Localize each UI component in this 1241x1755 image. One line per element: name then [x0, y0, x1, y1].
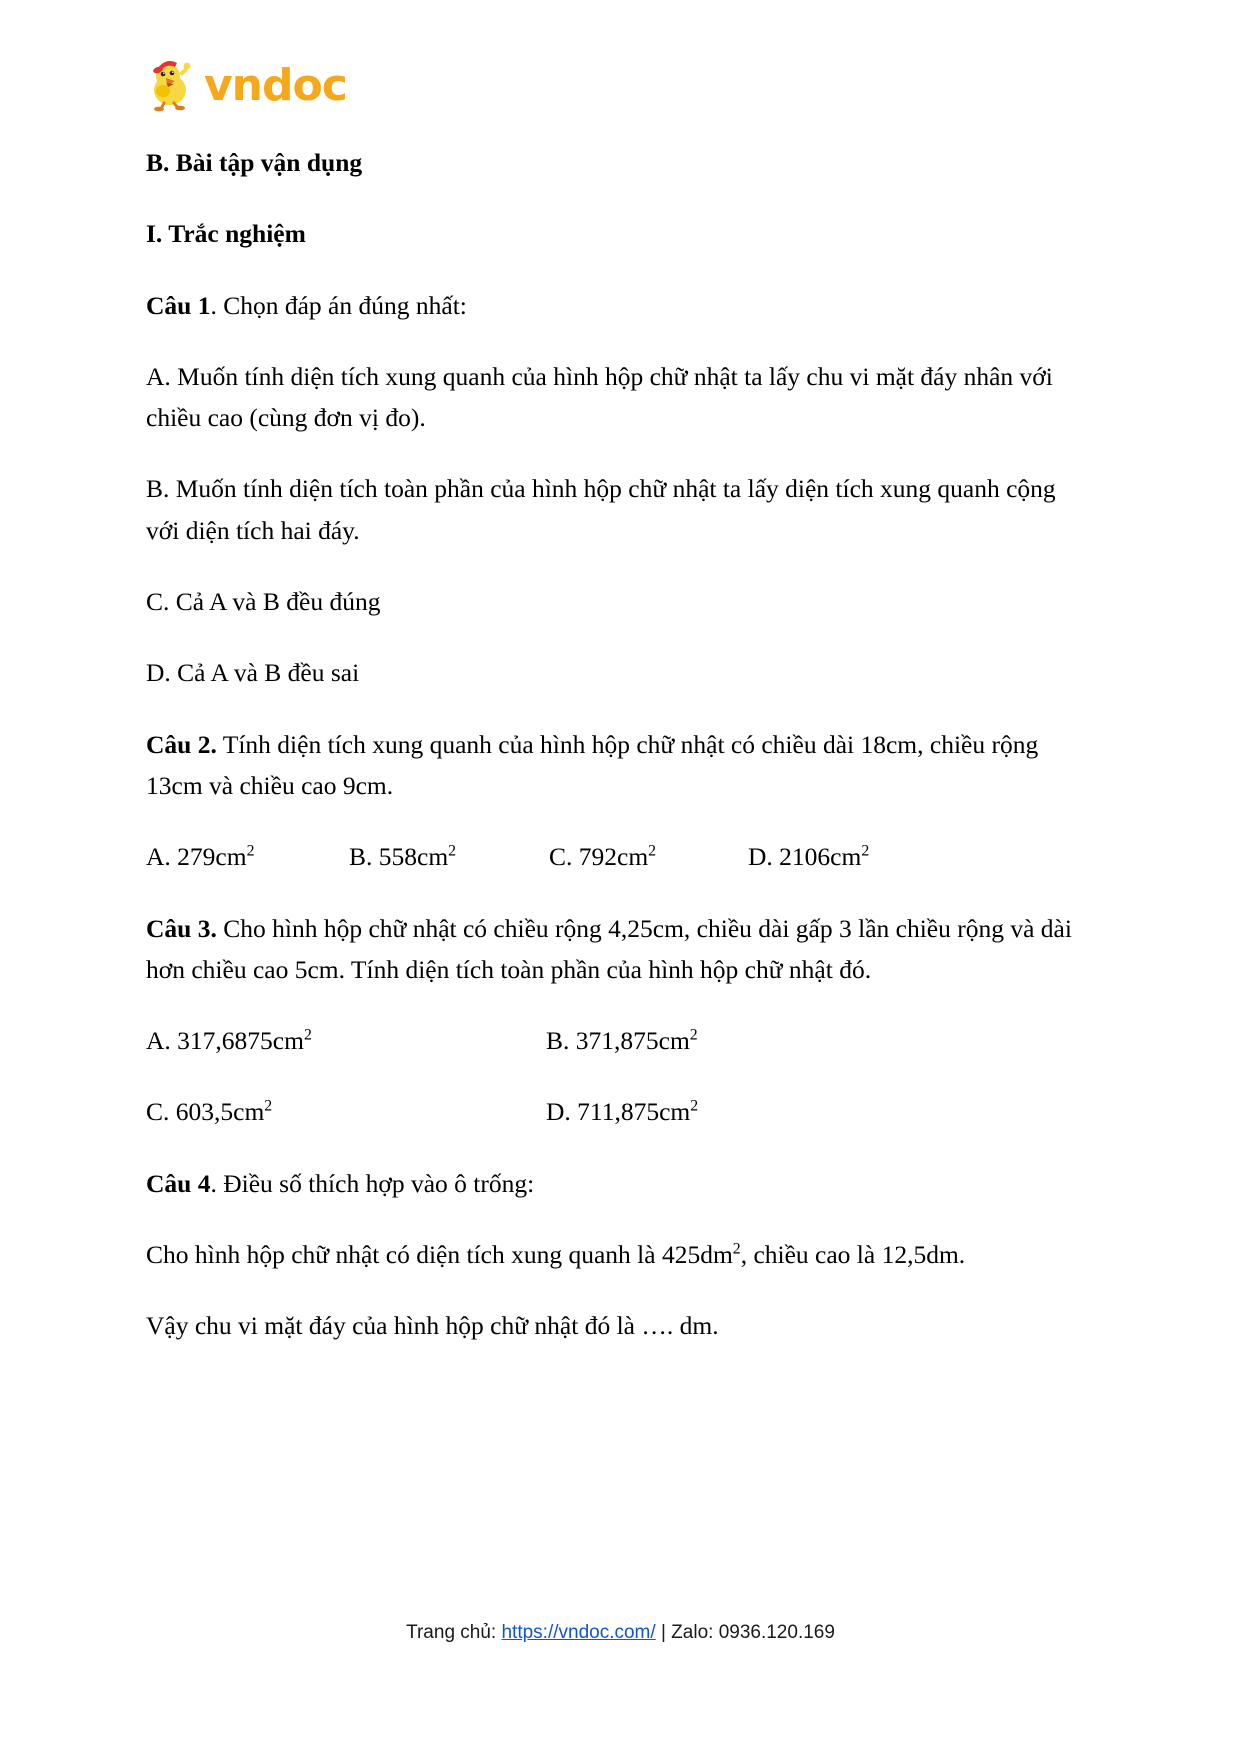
question-1-label: Câu 1 — [146, 290, 211, 320]
question-4-given-exponent: 2 — [732, 1240, 741, 1258]
page-footer — [0, 1622, 1241, 1644]
question-2-choice-c — [549, 836, 748, 877]
choice-letter: B. — [349, 842, 373, 872]
choice-value: 558cm — [378, 842, 449, 872]
choice-exponent: 2 — [303, 1026, 312, 1044]
choice-value: 2106cm — [779, 842, 862, 872]
question-3-label: Câu 3. — [146, 913, 217, 943]
part-heading-text: I. Trắc nghiệm — [146, 219, 306, 249]
question-4-given-before: Cho hình hộp chữ nhật có diện tích xung quanh là 425dm — [146, 1240, 733, 1270]
choice-exponent: 2 — [689, 1026, 698, 1044]
choice-letter: A. — [146, 842, 171, 872]
question-4-given-after: , chiều cao là 12,5dm. — [740, 1240, 966, 1270]
question-3-choices-row-1 — [146, 1020, 1095, 1061]
question-4-answer-line: Vậy chu vi mặt đáy của hình hộp chữ nhật đó là …. dm. — [146, 1311, 719, 1341]
choice-exponent: 2 — [264, 1097, 273, 1115]
choice-value: 371,875cm — [575, 1026, 690, 1056]
question-1-option-b: B. Muốn tính diện tích toàn phần của hình hộp chữ nhật ta lấy diện tích xung quanh cộng với diện tích hai đáy. — [146, 474, 1056, 545]
choice-exponent: 2 — [690, 1097, 699, 1115]
section-heading — [146, 142, 1095, 183]
choice-value: 603,5cm — [175, 1097, 265, 1127]
logo-wordmark: vndoc — [204, 60, 347, 111]
footer-prefix: Trang chủ: — [406, 1622, 502, 1643]
question-3-choices-row-2 — [146, 1091, 1095, 1132]
choice-value: 317,6875cm — [177, 1026, 304, 1056]
choice-value: 279cm — [177, 842, 247, 872]
choice-letter: A. — [146, 1026, 171, 1056]
question-2-choice-a — [146, 836, 349, 877]
choice-exponent: 2 — [448, 842, 457, 860]
question-1-prompt — [146, 285, 1095, 326]
footer-contact: Zalo: 0936.120.169 — [671, 1622, 835, 1643]
footer-separator: | — [655, 1622, 672, 1643]
question-2-choice-b — [349, 836, 549, 877]
choice-value: 792cm — [578, 842, 649, 872]
footer-homepage-link[interactable]: https://vndoc.com/ — [501, 1622, 656, 1643]
question-3-choice-d — [546, 1091, 698, 1132]
site-logo — [146, 0, 1095, 116]
question-3-choice-c — [146, 1091, 546, 1132]
question-4-prompt — [146, 1163, 1095, 1204]
question-3-text: Cho hình hộp chữ nhật có chiều rộng 4,25cm, chiều dài gấp 3 lần chiều rộng và dài hơn chiều cao 5cm. Tính diện tích toàn phần của hình hộp chữ nhật đó. — [146, 913, 1072, 984]
chick-mascot-icon — [146, 56, 198, 112]
question-1-option-a: A. Muốn tính diện tích xung quanh của hình hộp chữ nhật ta lấy chu vi mặt đáy nhân với chiều cao (cùng đơn vị đo). — [146, 361, 1053, 433]
section-heading-text: B. Bài tập vận dụng — [146, 148, 363, 177]
question-3-prompt — [146, 908, 1095, 991]
question-3-choice-b — [546, 1020, 698, 1061]
question-2-text: Tính diện tích xung quanh của hình hộp chữ nhật có chiều dài 18cm, chiều rộng 13cm và chiều cao 9cm. — [146, 729, 1039, 800]
choice-value: 711,875cm — [577, 1097, 691, 1127]
part-heading — [146, 213, 1095, 254]
question-3-choice-a — [146, 1020, 546, 1061]
question-1-text: . Chọn đáp án đúng nhất: — [210, 290, 467, 320]
question-4-given — [146, 1234, 1095, 1275]
choice-exponent: 2 — [648, 842, 657, 860]
question-2-label: Câu 2. — [146, 729, 217, 759]
question-2-choice-d — [748, 836, 869, 877]
choice-letter: D. — [546, 1097, 571, 1127]
choice-letter: C. — [549, 842, 573, 872]
question-1-option-d: D. Cả A và B đều sai — [146, 658, 360, 688]
question-2-choices — [146, 836, 1095, 877]
question-4-text: . Điều số thích hợp vào ô trống: — [210, 1168, 535, 1198]
choice-exponent: 2 — [246, 842, 255, 860]
document-body — [146, 116, 1095, 1347]
choice-letter: C. — [146, 1097, 170, 1127]
question-1-option-c: C. Cả A và B đều đúng — [146, 587, 381, 617]
question-2-prompt — [146, 724, 1095, 807]
choice-letter: B. — [546, 1026, 570, 1056]
choice-exponent: 2 — [861, 842, 870, 860]
choice-letter: D. — [748, 842, 773, 872]
question-4-label: Câu 4 — [146, 1168, 211, 1198]
